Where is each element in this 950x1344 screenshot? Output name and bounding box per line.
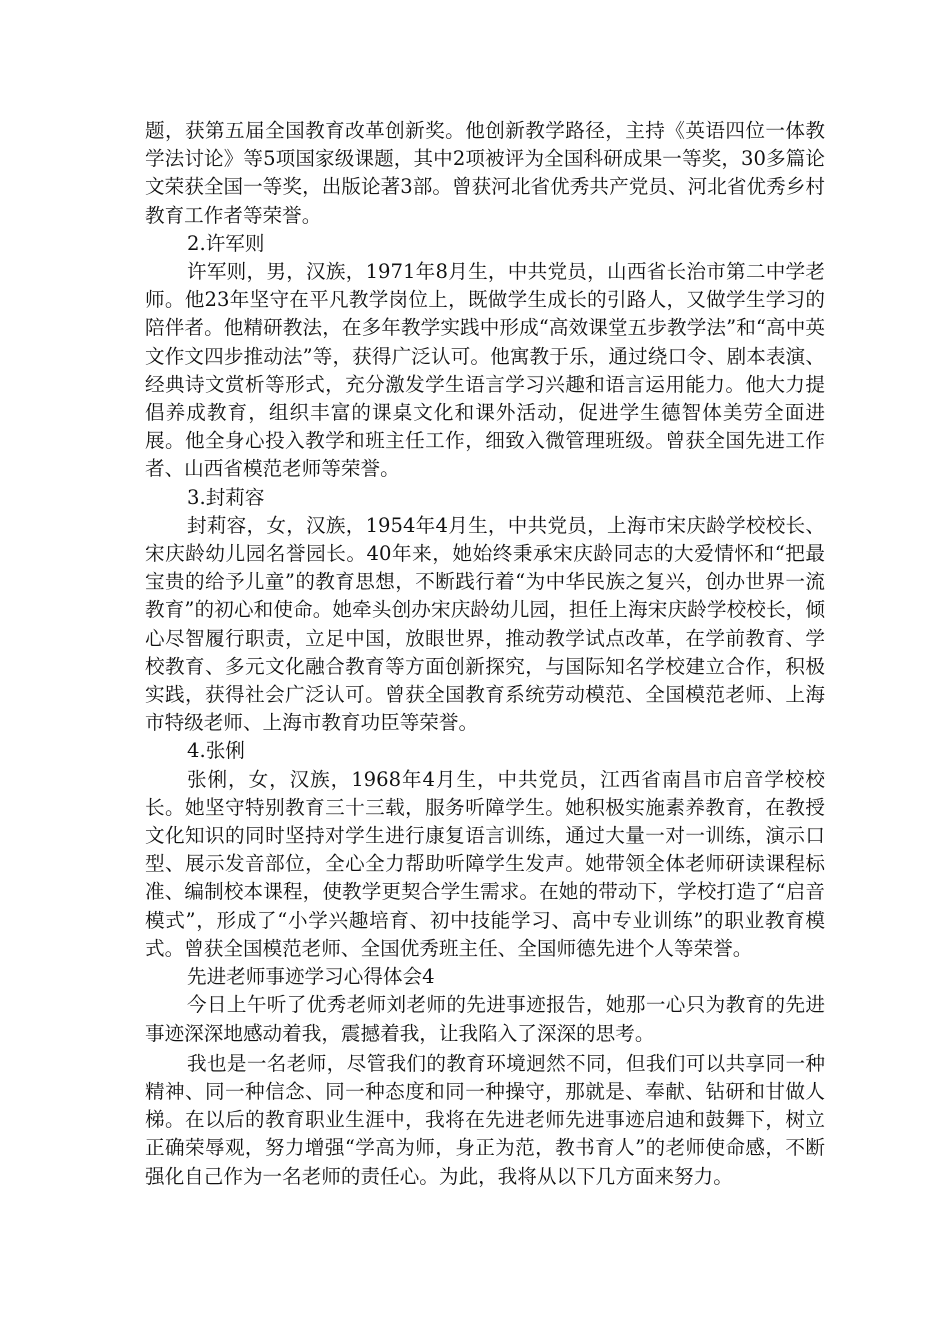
heading-xu-junze: 2.许军则 xyxy=(187,231,265,255)
paragraph-continuation: 题，获第五届全国教育改革创新奖。他创新教学路径，主持《英语四位一体教学法讨论》等5项国家级课题，其中2项被评为全国科研成果一等奖，30多篇论文荣获全国一等奖，出版论著3部。曾获河北省优秀共产党员、河北省优秀乡村教育工作者等荣誉。 xyxy=(145,119,825,227)
heading-feng-lirong: 3.封莉容 xyxy=(187,485,265,509)
paragraph-xu-junze: 许军则，男，汉族，1971年8月生，中共党员，山西省长治市第二中学老师。他23年坚守在平凡教学岗位上，既做学生成长的引路人，又做学生学习的陪伴者。他精研教法，在多年教学实践中形成“高效课堂五步教学法”和“高中英文作文四步推动法”等，获得广泛认可。他寓教于乐，通过绕口令、剧本表演、经典诗文赏析等形式，充分激发学生语言学习兴趣和语言运用能力。他大力提倡养成教育，组织丰富的课桌文化和课外活动，促进学生德智体美劳全面进展。他全身心投入教学和班主任工作，细致入微管理班级。曾获全国先进工作者、山西省模范老师等荣誉。 xyxy=(145,260,825,481)
paragraph-reflection-body: 我也是一名老师，尽管我们的教育环境迥然不同，但我们可以共享同一种精神、同一种信念、同一种态度和同一种操守，那就是、奉献、钻研和甘做人梯。在以后的教育职业生涯中，我将在先进老师先进事迹启迪和鼓舞下，树立正确荣辱观，努力增强“学高为师，身正为范，教书育人”的老师使命感，不断强化自己作为一名老师的责任心。为此，我将从以下几方面来努力。 xyxy=(145,1051,825,1188)
heading-zhang-li: 4.张俐 xyxy=(187,739,245,763)
paragraph-zhang-li: 张俐，女，汉族，1968年4月生，中共党员，江西省南昌市启音学校校长。她坚守特别教育三十三载，服务听障学生。她积极实施素养教育，在教授文化知识的同时坚持对学生进行康复语言训练，通过大量一对一训练，演示口型、展示发音部位，全心全力帮助听障学生发声。她带领全体老师研读课程标准、编制校本课程，使教学更契合学生需求。在她的带动下，学校打造了“启音模式”，形成了“小学兴趣培育、初中技能学习、高中专业训练”的职业教育模式。曾获全国模范老师、全国优秀班主任、全国师德先进个人等荣誉。 xyxy=(145,767,825,960)
paragraph-reflection-intro: 今日上午听了优秀老师刘老师的先进事迹报告，她那一心只为教育的先进事迹深深地感动着我，震撼着我，让我陷入了深深的思考。 xyxy=(145,993,825,1045)
document-body xyxy=(145,117,825,1191)
heading-reflection-4: 先进老师事迹学习心得体会4 xyxy=(187,965,435,989)
paragraph-feng-lirong: 封莉容，女，汉族，1954年4月生，中共党员，上海市宋庆龄学校校长、宋庆龄幼儿园名誉园长。40年来，她始终秉承宋庆龄同志的大爱情怀和“把最宝贵的给予儿童”的教育思想，不断践行着“为中华民族之复兴，创办世界一流教育”的初心和使命。她牵头创办宋庆龄幼儿园，担任上海宋庆龄学校校长，倾心尽智履行职责，立足中国，放眼世界，推动教学试点改革，在学前教育、学校教育、多元文化融合教育等方面创新探究，与国际知名学校建立合作，积极实践，获得社会广泛认可。曾获全国教育系统劳动模范、全国模范老师、上海市特级老师、上海市教育功臣等荣誉。 xyxy=(145,513,825,735)
